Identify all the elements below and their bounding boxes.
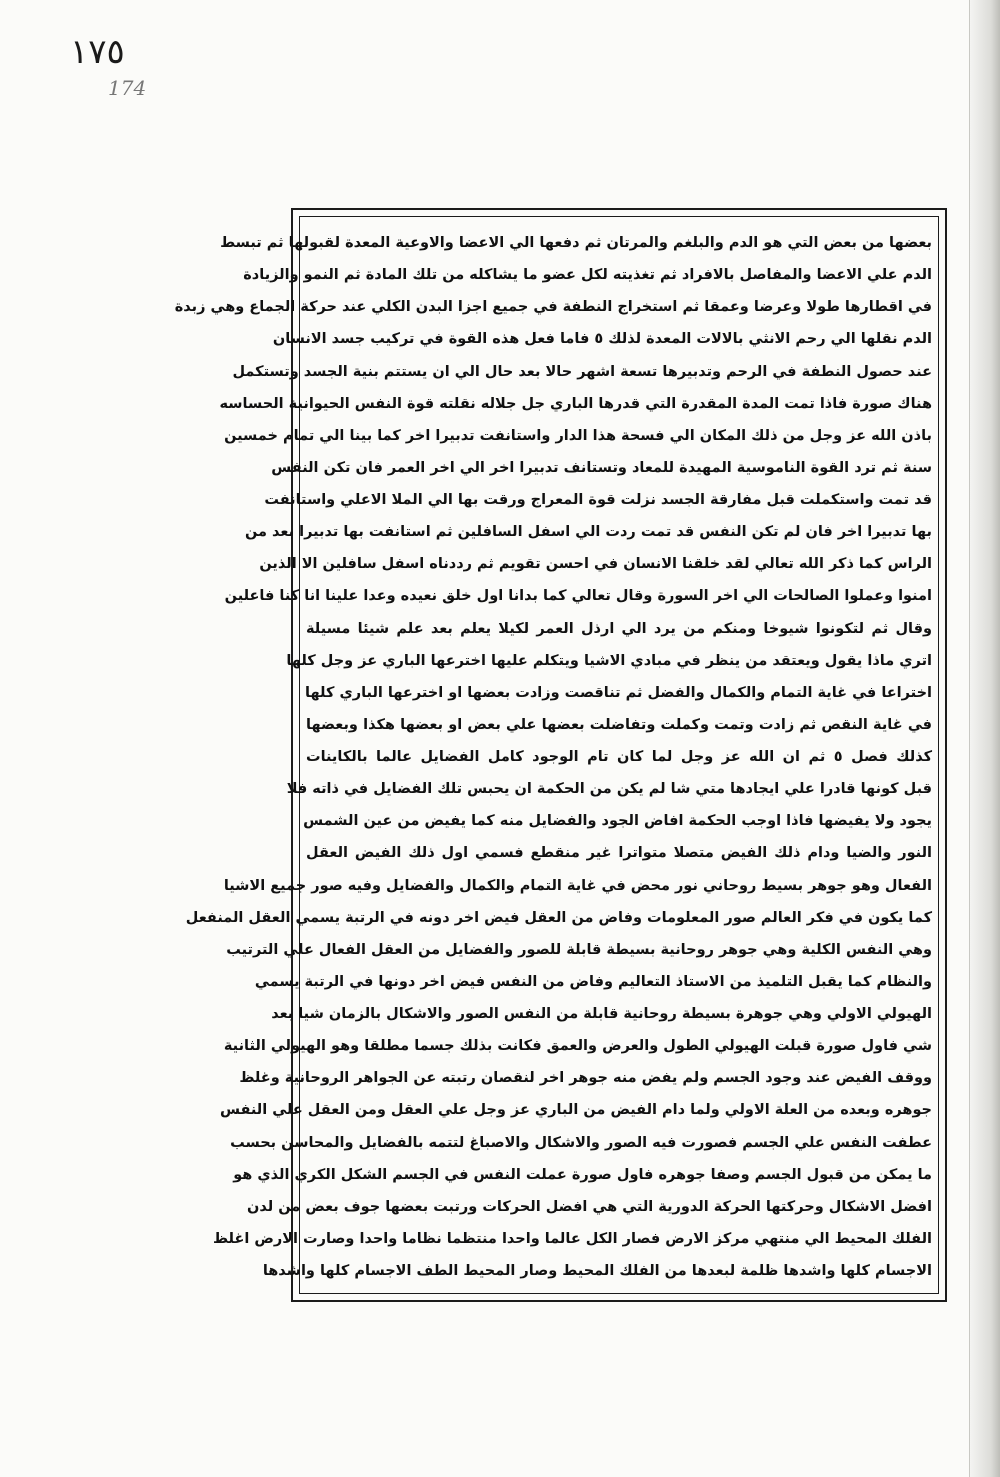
text-line: شي فاول صورة قبلت الهيولي الطول والعرض والعمق فكانت بذلك جسما مطلقا وهو الهيولي الثانية bbox=[223, 1038, 932, 1055]
page-edge bbox=[969, 0, 1000, 1477]
text-line: وقال ثم لتكونوا شيوخا ومنكم من يرد الي ارذل العمر لكيلا يعلم بعد علم شيئا مسيلة bbox=[306, 620, 932, 637]
text-line: عطفت النفس علي الجسم فصورت فيه الصور والاشكال والاصباغ لتتمه بالفضايل والمحاسن بحسب bbox=[230, 1134, 932, 1151]
text-line: قد تمت واستكملت قبل مفارقة الجسد نزلت قوة المعراج ورقت بها الي الملا الاعلي واستانفت bbox=[264, 492, 932, 508]
folio-pencil-note: 174 bbox=[108, 76, 147, 100]
text-line: الفلك المحيط الي منتهي مركز الارض فصار الكل عالما واحدا منتظما نظاما واحدا وصارت الارض اغلظ bbox=[213, 1230, 932, 1247]
text-line: وهي النفس الكلية وهي جوهر روحانية بسيطة قابلة للصور والفضايل من العقل الفعال علي الترتيب bbox=[226, 941, 932, 958]
text-line: الفعال وهو جوهر بسيط روحاني نور محض في غاية التمام والكمال والفضايل وفيه صور جميع الاشيا bbox=[223, 877, 932, 894]
text-line: قبل كونها قادرا علي ايجادها متي شا لم يكن من الحكمة ان يحبس تلك الفضايل في ذاته فلا bbox=[286, 781, 932, 798]
text-line: النور والضيا ودام ذلك الفيض متصلا متواترا غير منقطع فسمي اول ذلك الفيض العقل bbox=[306, 845, 932, 862]
text-line: يجود ولا يفيضها فاذا اوجب الحكمة افاض الجود والفضايل منه كما يفيض من عين الشمس bbox=[303, 813, 932, 830]
text-line: ووقف الفيض عند وجود الجسم ولم يفض منه جوهر اخر لنقصان رتبته عن الجواهر الروحانية وغلظ bbox=[239, 1070, 932, 1087]
text-line: اختراعا في غاية التمام والكمال والفضل ثم تناقصت وزادت بعضها او اخترعها الباري كلها bbox=[305, 684, 932, 701]
text-line: الاجسام كلها واشدها ظلمة لبعدها من الفلك المحيط وصار المحيط الطف الاجسام كلها واشدها bbox=[262, 1263, 932, 1279]
text-line: كذلك فصل ٥ ثم ان الله عز وجل لما كان تام الوجود كامل الفضايل عالما بالكاينات bbox=[306, 749, 933, 765]
text-line: سنة ثم ترد القوة الناموسية المهيدة للمعاد وتستانف تدبيرا اخر الي اخر العمر فان تكن النفس bbox=[271, 459, 932, 476]
text-line: الهيولي الاولي وهي جوهرة بسيطة روحانية قابلة من النفس الصور والاشكال بالزمان شيا بعد bbox=[271, 1006, 932, 1022]
text-line: عند حصول النطفة في الرحم وتدبيرها تسعة اشهر حالا بعد حال الي ان يستتم بنية الجسد وتستكمل bbox=[232, 363, 932, 380]
text-line: الراس كما ذكر الله تعالي لقد خلقنا الانسان في احسن تقويم ثم رددناه اسفل سافلين الا الذين bbox=[259, 556, 932, 573]
text-block bbox=[174, 216, 939, 1294]
text-line: في غاية النقص ثم زادت وتمت وكملت وتفاضلت بعضها علي بعض او بعضها هكذا وبعضها bbox=[306, 716, 932, 733]
text-line: باذن الله عز وجل من ذلك المكان الي فسحة هذا الدار واستانفت تدبيرا اخر كما بينا الي تمام خمسين bbox=[224, 427, 932, 444]
text-line: ما يمكن من قبول الجسم وصفا جوهره فاول صورة عملت النفس في الجسم الشكل الكري الذي هو bbox=[233, 1166, 932, 1183]
text-line: هناك صورة فاذا تمت المدة المقدرة التي قدرها الباري جل جلاله نقلته قوة النفس الحيوانية الحساسه bbox=[219, 395, 932, 412]
text-line: بها تدبيرا اخر فان لم تكن النفس قد تمت ردت الي اسفل السافلين ثم استانفت بها تدبيرا بعد من bbox=[244, 524, 932, 541]
text-line: امنوا وعملوا الصالحات الي اخر السورة وقال تعالي كما بدانا اول خلق نعيده وعدا علينا انا كنا فاعلين bbox=[224, 588, 932, 605]
text-line: افضل الاشكال وحركتها الحركة الدورية التي هي افضل الحركات ورتبت بعضها جوف بعض من لدن bbox=[247, 1198, 932, 1215]
text-line: والنظام كما يقبل التلميذ من الاستاذ التعاليم وفاض من النفس فيض اخر دونها في الرتبة يسمي bbox=[254, 973, 932, 990]
text-line: في اقطارها طولا وعرضا وعمقا ثم استخراج النطفة في جميع اجزا البدن الكلي عند حركة الجماع وهي زبدة bbox=[174, 299, 932, 316]
text-line: جوهره وبعده من العلة الاولي ولما دام الفيض من الباري عز وجل علي العقل ومن العقل علي النفس bbox=[219, 1102, 932, 1119]
text-line: كما يكون في فكر العالم صور المعلومات وفاض من العقل فيض اخر دونه في الرتبة يسمي العقل المنفعل bbox=[185, 909, 932, 926]
text-line: بعضها من بعض التي هو الدم والبلغم والمرتان ثم دفعها الي الاعضا والاوعية المعدة لقبولها ثم تبسط bbox=[220, 235, 932, 251]
text-line: الدم نقلها الي رحم الانثي بالالات المعدة لذلك ٥ فاما فعل هذه القوة في تركيب جسد الانسان bbox=[272, 331, 932, 348]
folio-number: ١٧٥ bbox=[70, 32, 125, 72]
text-line: اتري ماذا يقول ويعتقد من ينظر في مبادي الاشيا ويتكلم عليها اخترعها الباري عز وجل كلها bbox=[286, 652, 932, 669]
text-line: الدم علي الاعضا والمفاصل بالافراد ثم تغذيته لكل عضو ما يشاكله من تلك المادة ثم النمو والزيادة bbox=[243, 267, 932, 284]
